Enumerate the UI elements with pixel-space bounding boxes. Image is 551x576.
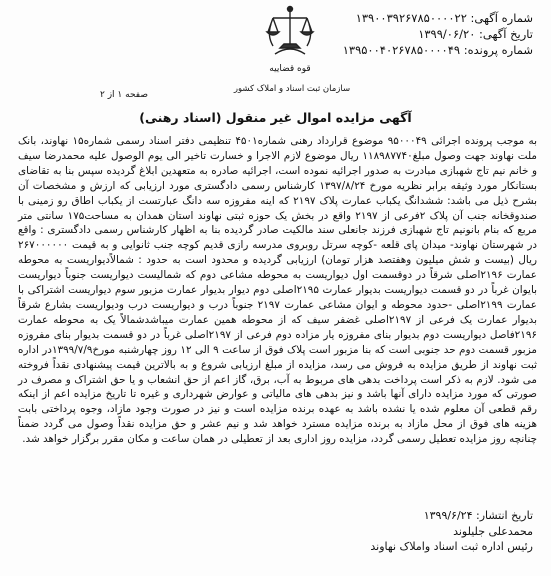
- signatory-position: رئیس اداره ثبت اسناد واملاک نهاوند: [370, 540, 533, 553]
- notice-title: آگهی مزایده اموال غیر منقول (اسناد رهنی): [139, 110, 412, 125]
- notice-date: تاریخ آگهی: ۱۳۹۹/۰۶/۲۰: [418, 27, 533, 41]
- publish-date: تاریخ انتشار: ۱۳۹۹/۶/۲۴: [423, 509, 533, 522]
- notice-body: به موجب پرونده اجرائی ۹۵۰۰۰۴۹ موضوع قرارداد رهنی شماره۴۵۰۱ تنظیمی دفتر اسناد رسمی شماره۱۵ نهاوند، بانک ملت نهاوند جهت وصول مبلغ۱۱۸۹۸۷۷۴۰ ریال موضوع لازم الاجرا و خسارت تاخیر الی یوم الوصول علیه محمدرضا سیف و خانم نیم تاج شهبازی مبادرت به صدور اجرائیه نموده است، اجرائیه صادره به متعهدین ابلاغ گردیده سپس بنا به تقاضای بستانکار مورد وثیقه برابر نظریه مورخ ۱۳۹۷/۸/۲۴ کارشناس رسمی دادگستری مورد ارزیابی که ارزش و مشخصات آن بشرح ذیل می باشد: ششدانگ یکباب عمارت پلاک ۲۱۹۷ که اینه مفروزه سه دانگ عبارتست از یکباب اطاق رو زمینی با صندوقخانه جنب آن پلاک ۲فرعی از ۲۱۹۷ واقع در بخش یک حوزه ثبتی نهاوند استان همدان به مساحت۱۷۵ سانتی متر مربع که بنام بانونیم تاج شهبازی فرزند جانعلی سند مالکیت صادر گردیده بنا به اظهار کارشناس رسمی دادگستری : واقع در شهرستان نهاوند- میدان پای قلعه -کوچه سرتل روبروی مدرسه رازی قدیم کوچه جنب ثانوایی و به قیمت ۲۶۷۰۰۰۰۰۰ ریال (بیست و شش میلیون وهفتصد هزار تومان) ارزیابی گردیده و محدود است به حدود : شمالاًدیواریست به محوطه عمارت ۲۱۹۶اصلی شرقاً در دوقسمت اول دیواریست به محوطه مشاعی دوم که شمالیست دیواریست جنوباً دیواریست بایوان غرباً در دو قسمت دیواریست بدیوار عمارت ۲۱۹۵اصلی دوم دیوار بدیوار عمارت مزبور سوم دیواریست اشتراکی با عمارت ۲۱۹۹اصلی -حدود محوطه و ایوان مشاعی عمارت ۲۱۹۷ جنوباً درب و دیواریست درب ودیواریست بشارع شرقاً بدیوار عمارت یک فرعی از ۲۱۹۷اصلی غضفر سیف که از محوطه همین عمارت میباشدشمالاً یک به محوطه عمارت ۲۱۹۶فاصل دیواریست دوم بدیوار بنای مفروزه یار مزاده دوم فرعی از ۲۱۹۷اصلی غرباً در دو قسمت بدیوار بنای مفروزه مزبور قسمت دوم حد جنوبی است که بنا مزبور است پلاک فوق از ساعت ۹ الی ۱۲ روز چهارشنبه مورخ۱۳۹۹/۷/۹در اداره ثبت نهاوند از طریق مزایده به فروش می رسد، مزایده از مبلغ ارزیابی شروع و به بالاترین قیمت پیشنهادی نقداً فروخته می شود. لازم به ذکر است پرداخت بدهی های مربوط به آب، برق، گاز اعم از حق انشعاب و یا حق اشتراک و مصرف در صورتی که مورد مزایده دارای آنها باشد و نیز بدهی های مالیاتی و عوارض شهرداری و غیره تا تاریخ مزایده اعم از اینکه رقم قطعی آن معلوم شده یا نشده باشد به عهده برنده مزایده است و نیز در صورت وجود مازاد، وجوه پرداختی بابت هزینه های فوق از محل مازاد به برنده مزایده مسترد خواهد شد و نیم عشر و حق مزایده نقداً وصول می گردد ضمناً چنانچه روز مزایده تعطیل رسمی گردد، مزایده روز اداری بعد از تعطیلی در همان ساعت و مکان مقرر برگزار خواهد شد.: [18, 135, 538, 446]
- file-number: شماره پرونده: ۱۳۹۵۰۰۴۰۲۶۷۸۵۰۰۰۰۴۹: [342, 43, 533, 57]
- organization-name: سازمان ثبت اسناد و املاک کشور: [233, 84, 351, 94]
- judiciary-emblem: [255, 4, 325, 86]
- signature-block: [370, 508, 533, 555]
- notice-number: شماره آگهی: ۱۳۹۰۰۳۹۲۶۷۸۵۰۰۰۰۲۲: [355, 11, 533, 25]
- signatory-name: محمدعلی جلیلوند: [453, 524, 533, 538]
- notice-meta: [343, 10, 533, 58]
- scales-emblem-icon: [265, 4, 315, 60]
- page-number: صفحه ۱ از ۲: [100, 90, 148, 100]
- emblem-caption: قوه قضاییه: [269, 64, 311, 74]
